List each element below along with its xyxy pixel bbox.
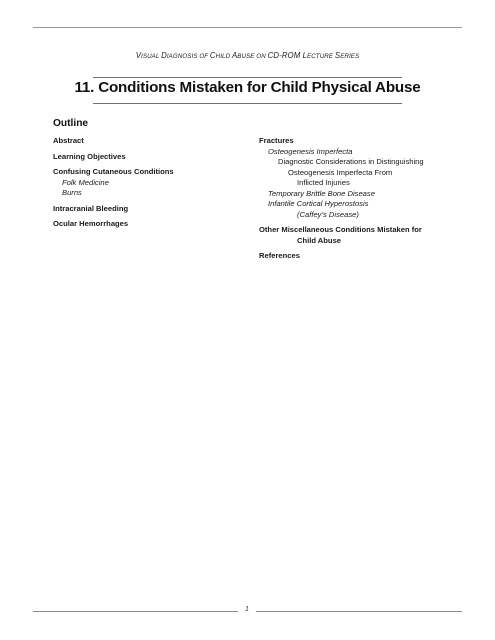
outline-right-column <box>259 136 424 262</box>
series-header-part: C <box>209 51 216 60</box>
series-header-part: ISUAL <box>141 53 162 60</box>
outline-item-other-miscellaneous-line-2: Child Abuse <box>297 235 342 245</box>
series-header-part: S <box>334 51 341 60</box>
series-header-part: V <box>135 51 142 60</box>
outline-heading: Outline <box>53 118 89 129</box>
outline-item-abstract: Abstract <box>53 136 84 145</box>
series-header-part: L <box>302 51 308 60</box>
top-divider <box>33 27 462 28</box>
series-header <box>0 51 495 60</box>
outline-subitem-caffeys-disease: (Caffey’s Disease) <box>297 209 359 219</box>
series-header-part: BUSE ON <box>237 53 268 60</box>
footer-rule-left <box>33 611 238 612</box>
outline-item-references: References <box>259 251 300 260</box>
outline-item-intracranial-bleeding: Intracranial Bleeding <box>53 203 129 213</box>
page-title: 11. Conditions Mistaken for Child Physical Abuse <box>74 79 421 96</box>
series-header-part: ERIES <box>340 53 360 60</box>
series-header-part: D <box>161 51 167 60</box>
outline-item-fractures: Fractures <box>259 136 294 145</box>
title-rule-bottom <box>93 103 402 104</box>
outline-subsubitem-diagnostic-line-1: Diagnostic Considerations in Distinguishing <box>278 157 424 166</box>
outline-subitem-folk-medicine: Folk Medicine <box>62 177 109 187</box>
page-number: 1 <box>245 606 249 613</box>
outline-subitem-osteogenesis-imperfecta: Osteogenesis Imperfecta <box>268 146 353 156</box>
outline-item-other-miscellaneous-line-1: Other Miscellaneous Conditions Mistaken for <box>259 225 422 234</box>
outline-item-learning-objectives: Learning Objectives <box>53 151 126 161</box>
series-header-part: CD-ROM <box>267 51 303 60</box>
outline-subsubitem-diagnostic-line-2: Osteogenesis Imperfecta From <box>288 167 393 177</box>
series-header-part: ECTURE <box>307 53 335 60</box>
outline-left-column <box>53 136 174 230</box>
series-header-part: A <box>231 51 238 60</box>
outline-item-confusing-cutaneous-conditions: Confusing Cutaneous Conditions <box>53 167 174 176</box>
outline-subsubitem-diagnostic-line-3: Inflicted Injuries <box>297 178 350 187</box>
title-rule-top <box>93 77 402 78</box>
outline-subitem-burns: Burns <box>62 188 82 197</box>
outline-subitem-infantile-cortical-hyperostosis: Infantile Cortical Hyperostosis <box>268 199 369 208</box>
outline-item-ocular-hemorrhages: Ocular Hemorrhages <box>53 219 129 228</box>
series-header-part: HILD <box>215 53 232 60</box>
series-header-part: IAGNOSIS OF <box>166 53 210 60</box>
outline-subitem-temporary-brittle-bone-disease: Temporary Brittle Bone Disease <box>268 188 375 198</box>
footer-rule-right <box>256 611 462 612</box>
